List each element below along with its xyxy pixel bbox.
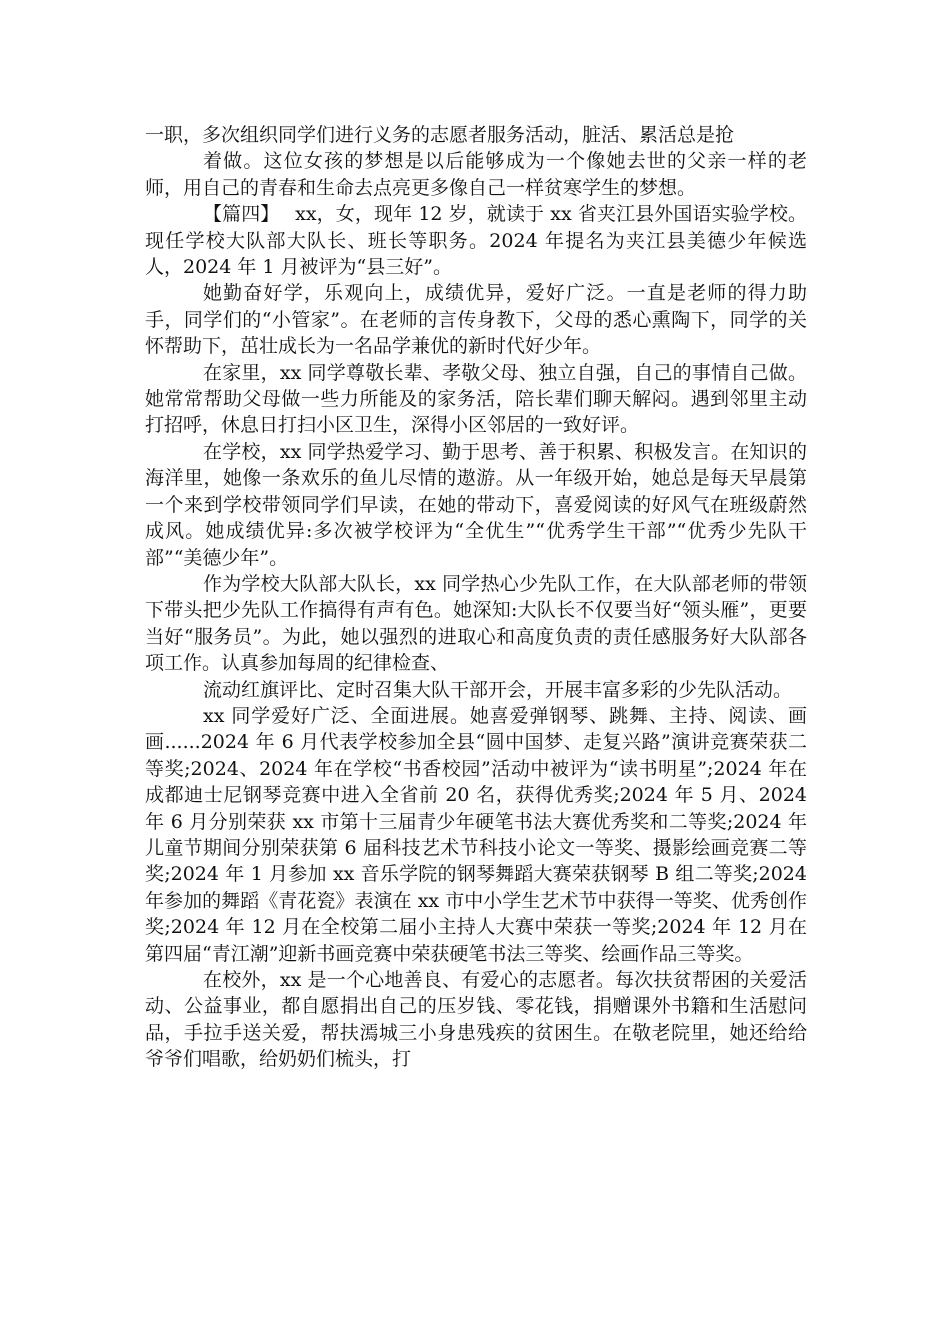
paragraph-section-four: 【篇四】 xx，女，现年 12 岁，就读于 xx 省夹江县外国语实验学校。现任学校大队部大队长、班长等职务。2024 年提名为夹江县美德少年候选人，2024 年 1 月被评为“县三好”。 xyxy=(145,203,807,279)
paragraph-1: 一职，多次组织同学们进行义务的志愿者服务活动，脏活、累活总是抢 xyxy=(145,124,735,146)
paragraph-9: xx 同学爱好广泛、全面进展。她喜爱弹钢琴、跳舞、主持、阅读、画画......2024 年 6 月代表学校参加全县“圆中国梦、走复兴路”演讲竞赛荣获二等奖;2024、2024 年在学校“书香校园”活动中被评为“读书明星”;2024 年在成都迪士尼钢琴竞赛中进入全省前 20 名，获得优秀奖;2024 年 5 月、2024 年 6 月分别荣获 xx 市第十三届青少年硬笔书法大赛优秀奖和二等奖;2024 年儿童节期间分别荣获第 6 届科技艺术节科技小论文一等奖、摄影绘画竞赛二等奖;2024 年 1 月参加 xx 音乐学院的钢琴舞蹈大赛荣获钢琴 B 组二等奖;2024 年参加的舞蹈《青花瓷》表演在 xx 市中小学生艺术节中获得一等奖、优秀创作奖;2024 年 12 月在全校第二届小主持人大赛中荣获一等奖;2024 年 12 月在第四届“青江潮”迎新书画竞赛中荣获硬笔书法三等奖、绘画作品三等奖。 xyxy=(145,704,807,965)
paragraph-5: 在家里，xx 同学尊敬长辈、孝敬父母、独立自强，自己的事情自己做。她常常帮助父母做一些力所能及的家务活，陪长辈们聊天解闷。遇到邻里主动打招呼，休息日打扫小区卫生，深得小区邻居的一致好评。 xyxy=(145,361,807,437)
paragraph-10: 在校外，xx 是一个心地善良、有爱心的志愿者。每次扶贫帮困的关爱活动、公益事业，都自愿捐出自己的压岁钱、零花钱，捐赠课外书籍和生活慰问品，手拉手送关爱，帮扶漹城三小身患残疾的贫困生。在敬老院里，她还给给爷爷们唱歌，给奶奶们梳头，打 xyxy=(145,969,807,1071)
document-body xyxy=(145,122,807,1073)
paragraph-8: 流动红旗评比、定时召集大队干部开会，开展丰富多彩的少先队活动。 xyxy=(203,678,793,701)
paragraph-4: 她勤奋好学，乐观向上，成绩优异，爱好广泛。一直是老师的得力助手，同学们的“小管家”。在老师的言传身教下，父母的悉心熏陶下，同学的关怀帮助下，茁壮成长为一名品学兼优的新时代好少年。 xyxy=(145,282,807,358)
paragraph-2: 着做。这位女孩的梦想是以后能够成为一个像她去世的父亲一样的老师，用自己的青春和生命去点亮更多像自己一样贫寒学生的梦想。 xyxy=(145,150,807,199)
paragraph-7: 作为学校大队部大队长，xx 同学热心少先队工作，在大队部老师的带领下带头把少先队工作搞得有声有色。她深知:大队长不仅要当好“领头雁”，更要当好“服务员”。为此，她以强烈的进取心和高度负责的责任感服务好大队部各项工作。认真参加每周的纪律检查、 xyxy=(145,572,807,675)
paragraph-6: 在学校，xx 同学热爱学习、勤于思考、善于积累、积极发言。在知识的海洋里，她像一条欢乐的鱼儿尽情的遨游。从一年级开始，她总是每天早晨第一个来到学校带领同学们早读，在她的带动下，喜爱阅读的好风气在班级蔚然成风。她成绩优异:多次被学校评为“全优生”“优秀学生干部”“优秀少先队干部”“美德少年”。 xyxy=(145,440,807,569)
